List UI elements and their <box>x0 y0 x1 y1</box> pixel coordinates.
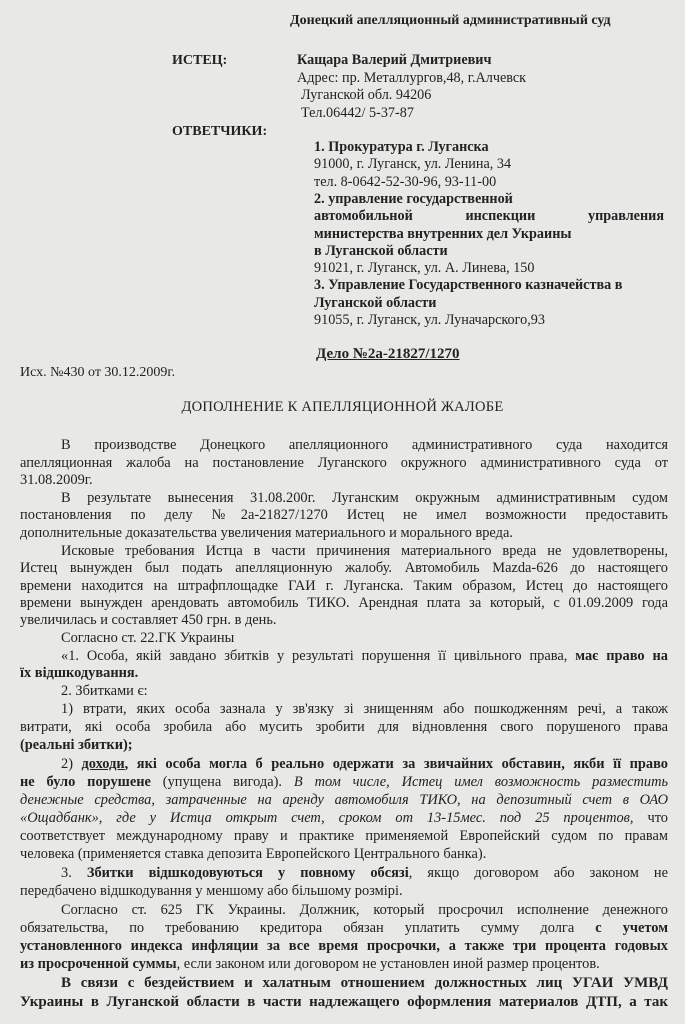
quote-4-line-4: «Ощадбанк», где у Истца открыт счет, сроком от 13-15мес. под 25 процентов, что <box>20 810 668 826</box>
plaintiff-region: Луганской обл. 94206 <box>301 87 432 103</box>
defendant-3-address: 91055, г. Луганск, ул. Луначарского,93 <box>314 312 545 328</box>
paragraph-5-line-1: Согласно ст. 625 ГК Украины. Должник, который просрочил исполнение денежного <box>61 902 668 918</box>
plaintiff-label: ИСТЕЦ: <box>172 53 228 68</box>
defendant-2-name-line3: министерства внутренних дел Украины <box>314 226 572 242</box>
quote-4-line-2: не було порушене (упущена вигода). В том числе, Истец имел возможность разместить <box>20 774 669 790</box>
quote-4-line-6: человека (применяется ставка депозита Европейского Центрального банка). <box>20 846 487 862</box>
quote-5-line-2: передбачено відшкодування у меншому або більшому розмірі. <box>20 883 403 899</box>
defendant-2-name-line2: автомобильной инспекции управления <box>314 208 664 224</box>
paragraph-2-line-3: дополнительные доказательства увеличения материального и морального вреда. <box>20 525 513 541</box>
paragraph-5-line-2: обязательства, по требованию кредитора обязан уплатить сумму долга с учетом <box>20 920 668 936</box>
quote-1-line-2: їх відшкодування. <box>20 665 139 681</box>
paragraph-6-line-1: В связи с бездействием и халатным отношением должностных лиц УГАИ УМВД <box>61 975 668 991</box>
paragraph-5-line-4: из просроченной суммы, если законом или договором не установлен иной размер процентов. <box>20 956 600 972</box>
defendant-2-address: 91021, г. Луганск, ул. А. Линева, 150 <box>314 260 535 276</box>
defendant-2-name-line4: в Луганской области <box>314 243 448 259</box>
paragraph-2-line-1: В результате вынесения 31.08.200г. Луганским окружным административным судом <box>61 490 668 506</box>
paragraph-6-line-2: Украины в Луганской области в части надлежащего оформления материалов ДТП, а так <box>20 994 668 1010</box>
paragraph-1-line-1: В производстве Донецкого апелляционного административного суда находится <box>61 437 668 453</box>
paragraph-3-line-5: увеличилась и составляет 450 грн. в день. <box>20 612 277 628</box>
quote-2: 2. Збитками є: <box>61 683 148 699</box>
paragraph-5-line-3: установленного индекса инфляции за все время просрочки, а также три процента годовых <box>20 938 668 954</box>
plaintiff-name: Кащара Валерий Дмитриевич <box>297 52 492 68</box>
case-number: Дело №2а-21827/1270 <box>316 346 460 362</box>
plaintiff-address: Адрес: пр. Металлургов,48, г.Алчевск <box>297 70 527 86</box>
defendant-1-name: 1. Прокуратура г. Луганска <box>314 139 489 155</box>
paragraph-3-line-4: времени вынужден арендовать автомобиль ТИКО. Арендная плата за который, с 01.09.2009 года <box>20 595 668 611</box>
quote-4-line-3: денежные средства, затраченные на аренду автомобиля ТИКО, на депозитный счет в ОАО <box>20 792 668 808</box>
defendant-1-phone: тел. 8-0642-52-30-96, 93-11-00 <box>314 174 497 190</box>
paragraph-3-line-1: Исковые требования Истца в части причинения материального вреда не удовлетворены, <box>61 543 668 559</box>
quote-5-line-1: 3. Збитки відшкодовуються у повному обсязі, якщо договором або законом не <box>61 865 669 881</box>
document-title: ДОПОЛНЕНИЕ К АПЕЛЛЯЦИОННОЙ ЖАЛОБЕ <box>181 399 504 415</box>
quote-4-line-5: соответствует международному праву и практике применяемой Европейский судом по правам <box>20 828 668 844</box>
defendant-3-name-line1: 3. Управление Государственного казначейства в <box>314 277 623 293</box>
quote-3-line-1: 1) втрати, яких особа зазнала у зв'язку зі знищенням або пошкодженням речі, а також <box>61 701 668 717</box>
paragraph-4: Согласно ст. 22.ГК Украины <box>61 630 235 646</box>
paragraph-2-line-2: постановления по делу №2а-21827/1270 Истец не имел возможности предоставить <box>20 507 668 523</box>
plaintiff-phone: Тел.06442/ 5-37-87 <box>301 105 414 121</box>
defendant-2-name-line1: 2. управление государственной <box>314 191 513 207</box>
court-name: Донецкий апелляционный административный суд <box>290 13 611 28</box>
quote-3-line-3: (реальні збитки); <box>20 737 133 753</box>
paragraph-1-line-2: апелляционная жалоба на постановление Луганского окружного административного суда от <box>20 455 668 471</box>
paragraph-3-line-2: Истец вынужден был подать апелляционную жалобу. Автомобиль Mazda-626 до настоящего <box>20 560 668 576</box>
quote-3-line-2: витрати, які особа зробила або мусить зробити для відновлення свого порушеного права <box>20 719 668 735</box>
quote-1-line-1: «1. Особа, якій завдано збитків у результаті порушення її цивільного права, має право на <box>61 648 668 664</box>
quote-4-line-1: 2) доходи, які особа могла б реально одержати за звичайних обставин, якби її право <box>61 756 668 772</box>
paragraph-1-line-3: 31.08.2009г. <box>20 472 93 488</box>
defendant-1-address: 91000, г. Луганск, ул. Ленина, 34 <box>314 156 512 172</box>
defendant-3-name-line2: Луганской области <box>314 295 437 311</box>
paragraph-3-line-3: времени находится на штрафплощадке ГАИ г. Луганска. Таким образом, Истец до настоящего <box>20 578 668 594</box>
outgoing-number: Исх. №430 от 30.12.2009г. <box>20 365 176 380</box>
defendants-label: ОТВЕТЧИКИ: <box>172 124 268 139</box>
